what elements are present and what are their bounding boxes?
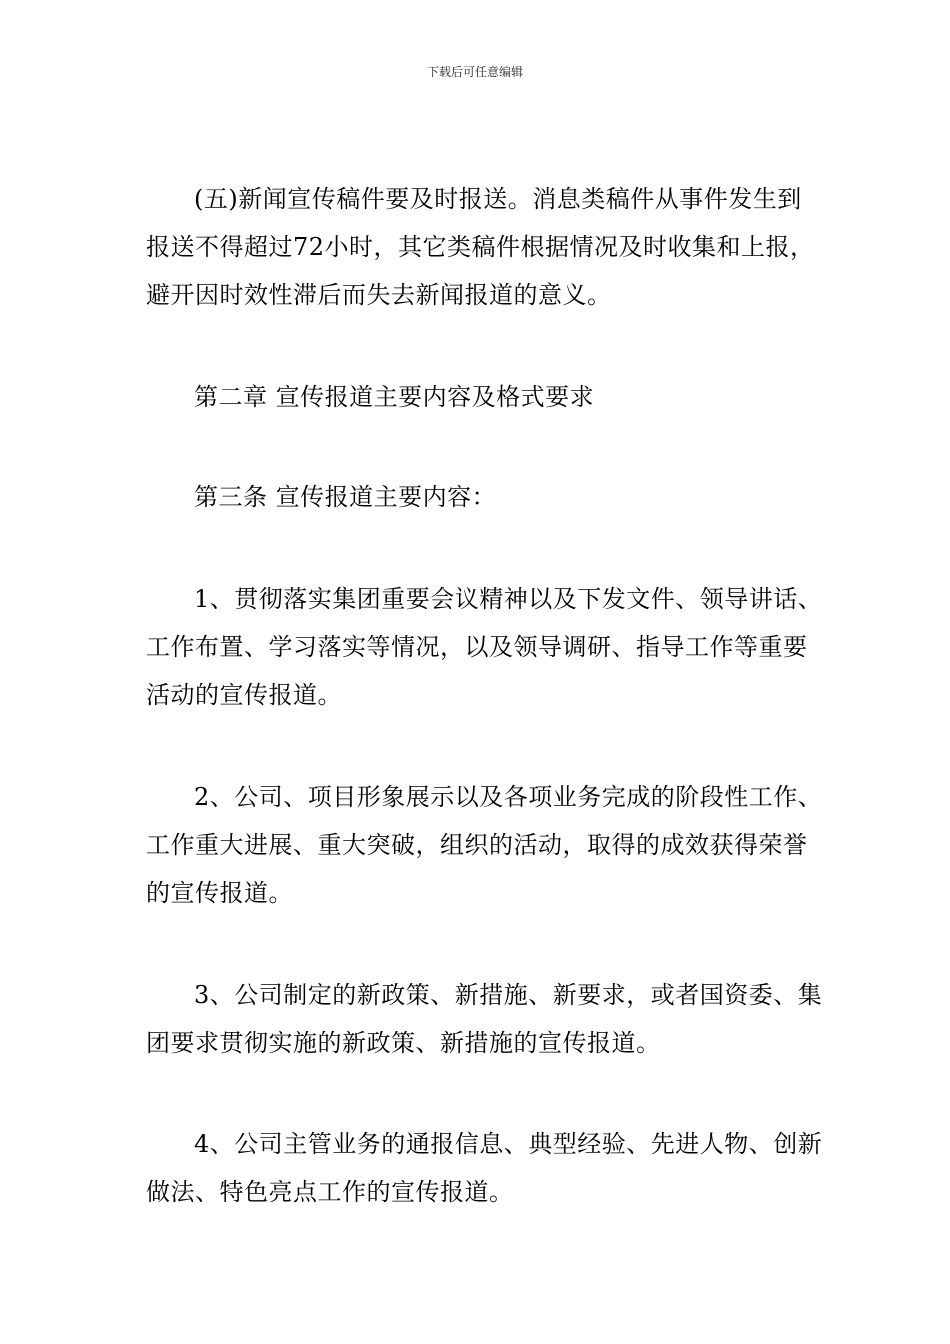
list-item: 1、贯彻落实集团重要会议精神以及下发文件、领导讲话、工作布置、学习落实等情况，以及领导调研、指导工作等重要活动的宣传报道。	[146, 585, 823, 709]
paragraph-news-submission: (五)新闻宣传稿件要及时报送。消息类稿件从事件发生到报送不得超过72小时，其它类稿件根据情况及时收集和上报，避开因时效性滞后而失去新闻报道的意义。	[146, 185, 815, 309]
list-item: 2、公司、项目形象展示以及各项业务完成的阶段性工作、工作重大进展、重大突破，组织的活动，取得的成效获得荣誉的宣传报道。	[146, 783, 823, 907]
chapter-heading: 第二章 宣传报道主要内容及格式要求	[194, 383, 595, 411]
list-item: 3、公司制定的新政策、新措施、新要求，或者国资委、集团要求贯彻实施的新政策、新措施的宣传报道。	[146, 981, 823, 1057]
list-item: 4、公司主管业务的通报信息、典型经验、先进人物、创新做法、特色亮点工作的宣传报道。	[146, 1130, 823, 1206]
article-heading: 第三条 宣传报道主要内容：	[194, 483, 497, 511]
page-header-note: 下载后可任意编辑	[426, 65, 523, 79]
